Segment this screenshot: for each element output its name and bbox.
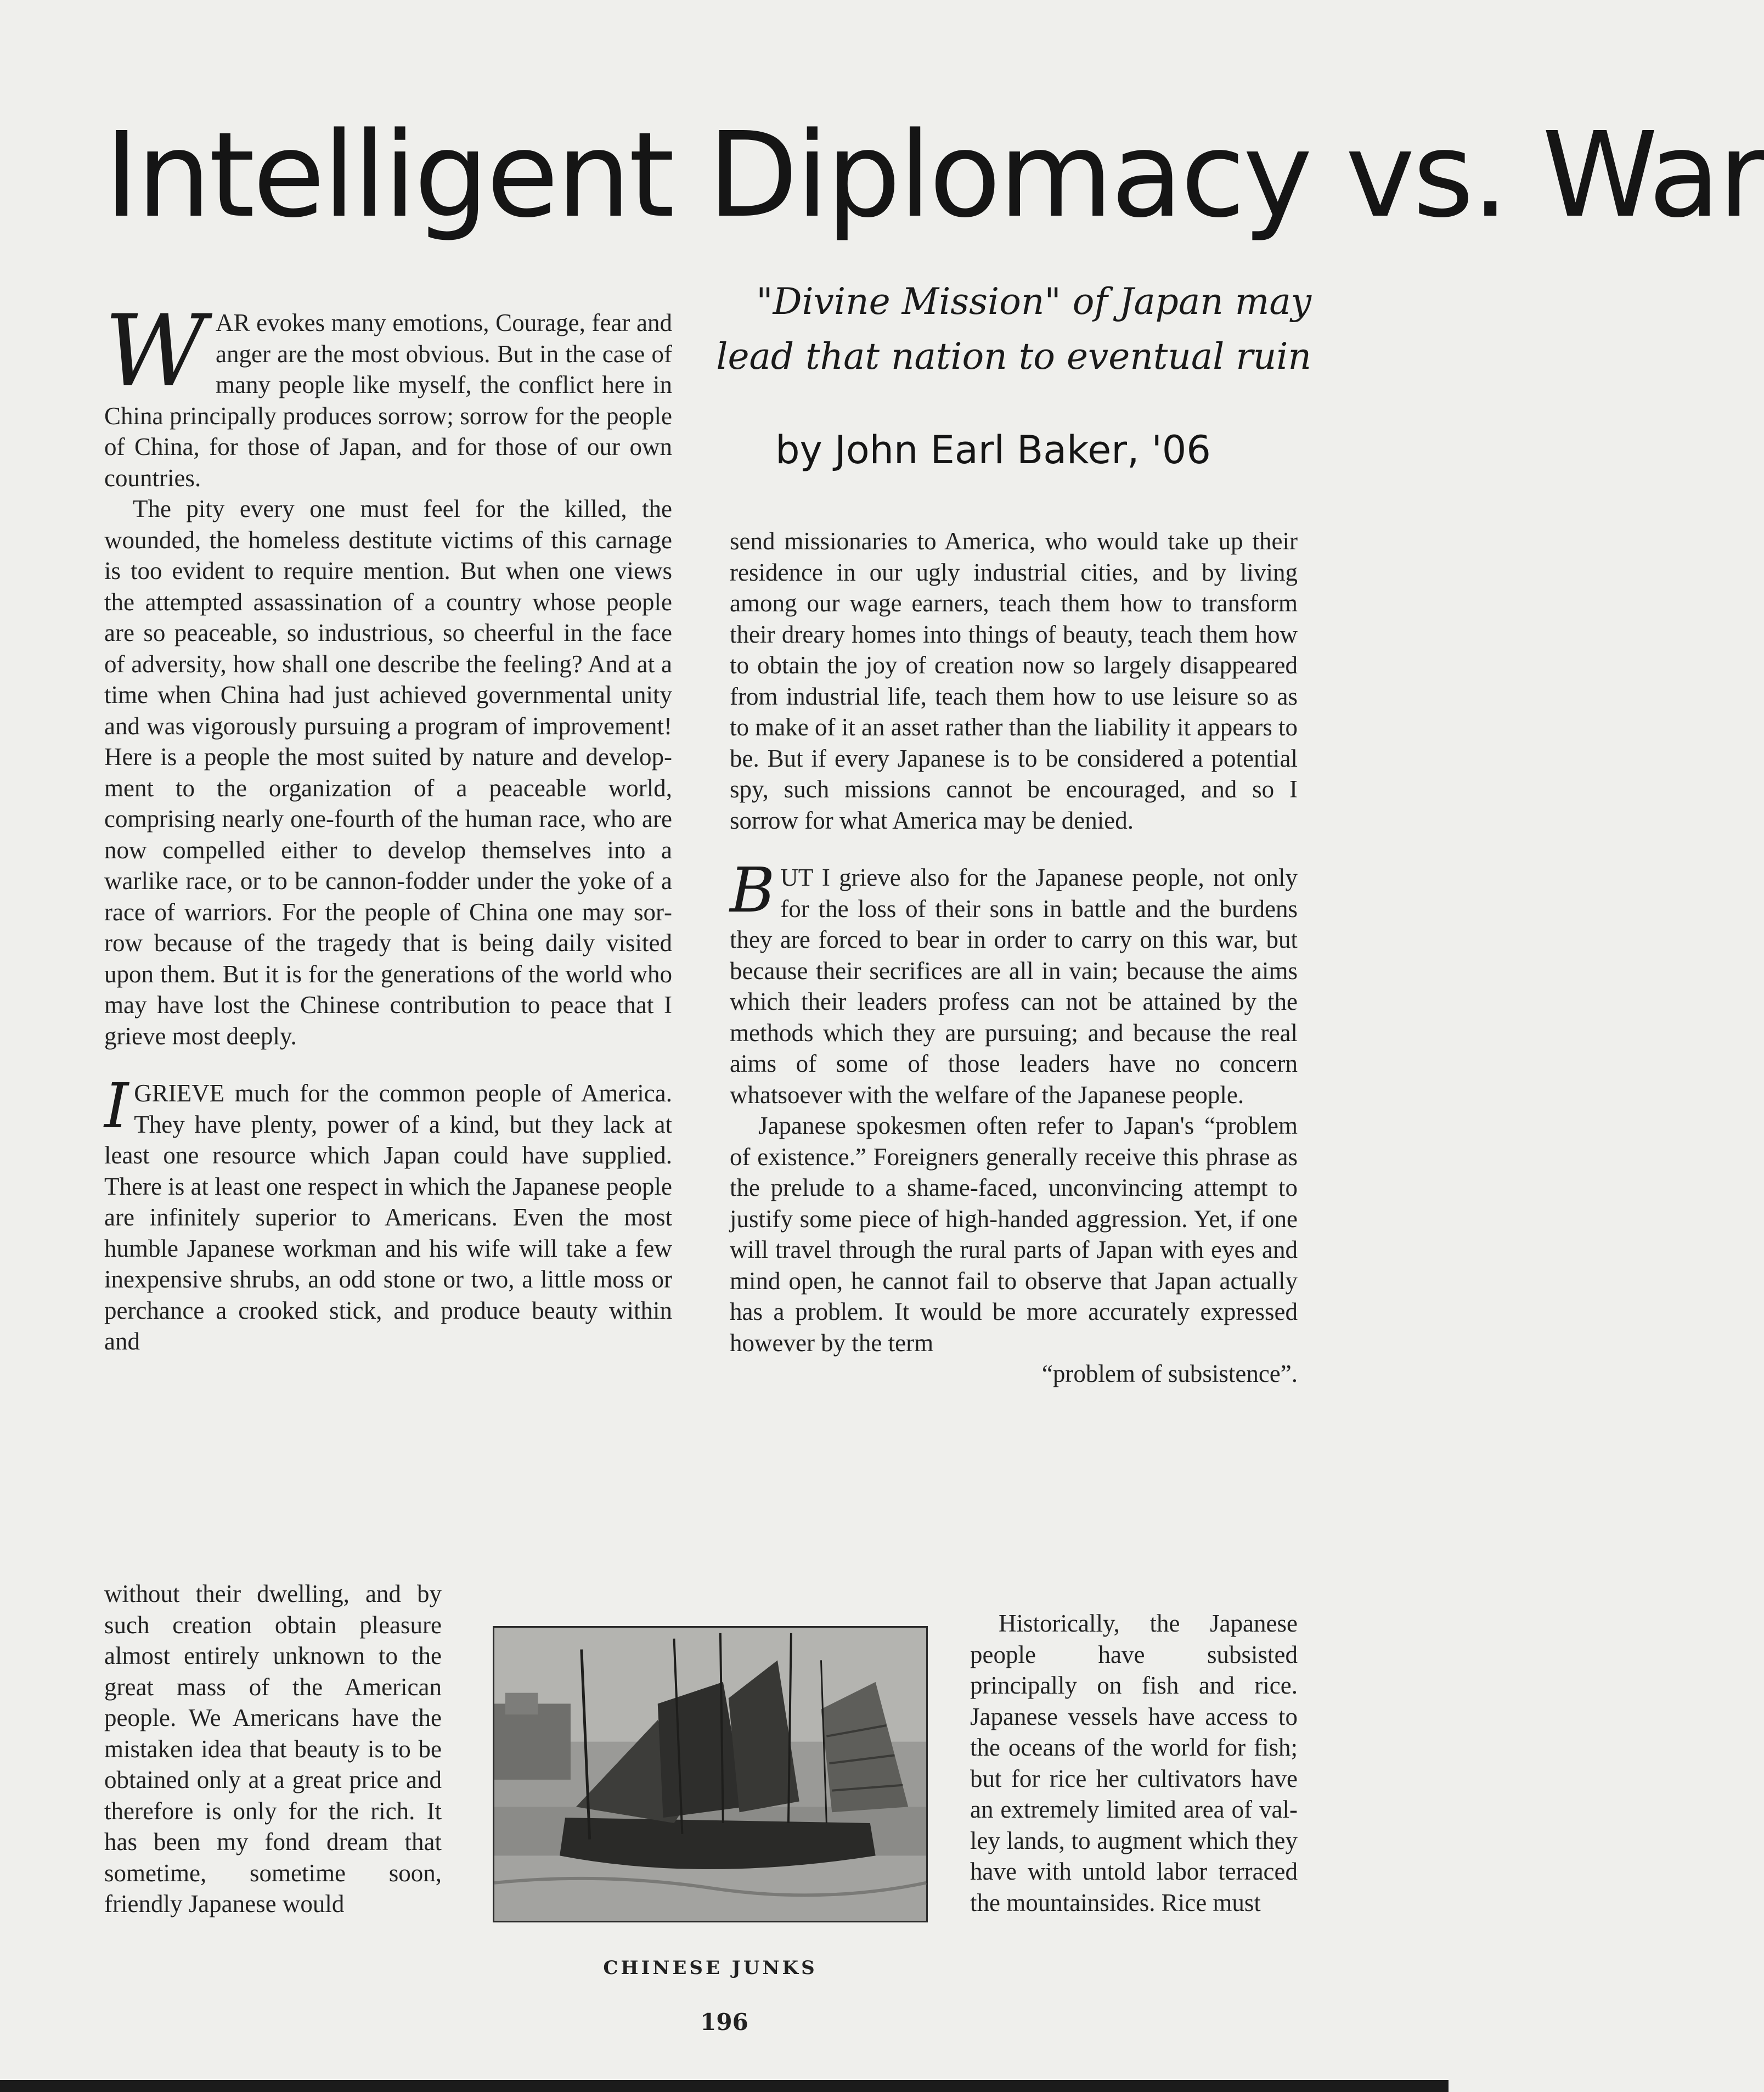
paragraph-2: The pity every one must feel for the killed, the wounded, the homeless destitute victims of this carnage is too evident to require mention. But when one views the attempted assassination of a country whose people are so peaceable, so industrious, so cheerful in the face of adversity, how shall one describe the feeling? And at a time when China had just achieved governmental unity and was vigorously pursuing a program of improvement! Here is a people the most suited by nature and development to the organization of a peaceable world, comprising nearly one-fourth of the human race, who are now compelled either to develop themselves into a warlike race, or to be cannon-fodder under the yoke of a race of warriors. For the people of China one may sorrow because of the tragedy that is being daily visited upon them. But it is for the generations of the world who may have lost the Chinese contribution to peace that I grieve most deeply. [104, 495, 672, 1050]
paragraph-6-tail: “problem of subsistence”. [1041, 1360, 1298, 1387]
subheadline-line-1: "Divine Mission" of Japan may [756, 280, 1311, 323]
headline: Intelligent Diplomacy vs. War [104, 107, 1764, 244]
chinese-junks-photo [493, 1626, 928, 1922]
paragraph-5-text: UT I grieve also for the Japanese people, not only for the loss of their sons in battle and the burdens they are forced to bear in order to carry on this war, but because their secrifices are all in vain; because the aims which their leaders profess can not be attained by the methods which they are pursuing; and because the real aims of some of those leaders have no concern whatsoever with the welfare of the Japanese people. [730, 864, 1298, 1109]
paragraph-1 [104, 294, 672, 493]
page-number: 196 [700, 2009, 748, 2035]
column-right-continued [970, 1608, 1298, 1918]
paragraph-6: Japanese spokesmen often refer to Japan's “problem of existence.” Foreigners generally receive this phrase as the prelude to a shame-faced, unconvincing attempt to justify some piece of high-handed aggression. Yet, if one will travel through the rural parts of Japan with eyes and mind open, he cannot fail to observe that Japan actually has a problem. It would be more accurately expressed however by the term [730, 1112, 1298, 1357]
paragraph-3-text: GRIEVE much for the common people of America. They have plenty, power of a kind, but they lack at least one resource which Japan could have supplied. There is at least one respect in which the Japanese people are infinitely superior to Americans. Even the most humble Japanese workman and his wife will take a few inexpensive shrubs, an odd stone or two, a little moss or perchance a crooked stick, and produce beauty within and [104, 1079, 672, 1355]
column-left [104, 294, 672, 1357]
paragraph-1-text: AR evokes many emotions, Courage, fear and anger are the most obvious. But in the case of many people like myself, the conflict here in China principally produces sorrow; sorrow for the people of China, for those of Japan, and for those of our own countries. [104, 309, 672, 492]
junks-illustration [494, 1628, 926, 1921]
drop-cap-w: W [104, 294, 206, 409]
paragraph-7: Historically, the Japanese people have subsisted principally on fish and rice. Japanese vessels have access to the oceans of the world for fish; but for rice her cultivators have an extremely limited area of valley lands, to augment which they have with untold labor terraced the mountainsides. Rice must [970, 1610, 1298, 1916]
column-left-continued [104, 1578, 442, 1920]
subheadline [664, 274, 1311, 384]
column-right [730, 526, 1298, 1390]
paragraph-5 [730, 855, 1298, 1110]
scan-edge [0, 2080, 1449, 2092]
paragraph-3-continued: without their dwelling, and by such creation obtain pleasure almost entirely unknown to the great mass of the American people. We Americans have the mistaken idea that beauty is to be obtained only at a great price and therefore is only for the rich. It has been my fond dream that sometime, sometime soon, friendly Japanese would [104, 1580, 442, 1917]
photo-caption: CHINESE JUNKS [603, 1957, 818, 1979]
paragraph-4: send missionaries to America, who would take up their residence in our ugly industrial cities, and by living among our wage earners, teach them how to transform their dreary homes into things of beauty, teach them how to obtain the joy of creation now so largely disappeared from industrial life, teach them how to use leisure so as to make of it an asset rather than the liability it appears to be. But if every Japanese is to be considered a potential spy, such missions cannot be encouraged, and so I sorrow for what America may be denied. [730, 527, 1298, 834]
drop-cap-i: I [104, 1071, 129, 1142]
subheadline-line-2: lead that nation to eventual ruin [716, 335, 1311, 378]
drop-cap-b: B [730, 855, 775, 926]
paragraph-3 [104, 1071, 672, 1357]
byline: by John Earl Baker, '06 [775, 428, 1211, 473]
